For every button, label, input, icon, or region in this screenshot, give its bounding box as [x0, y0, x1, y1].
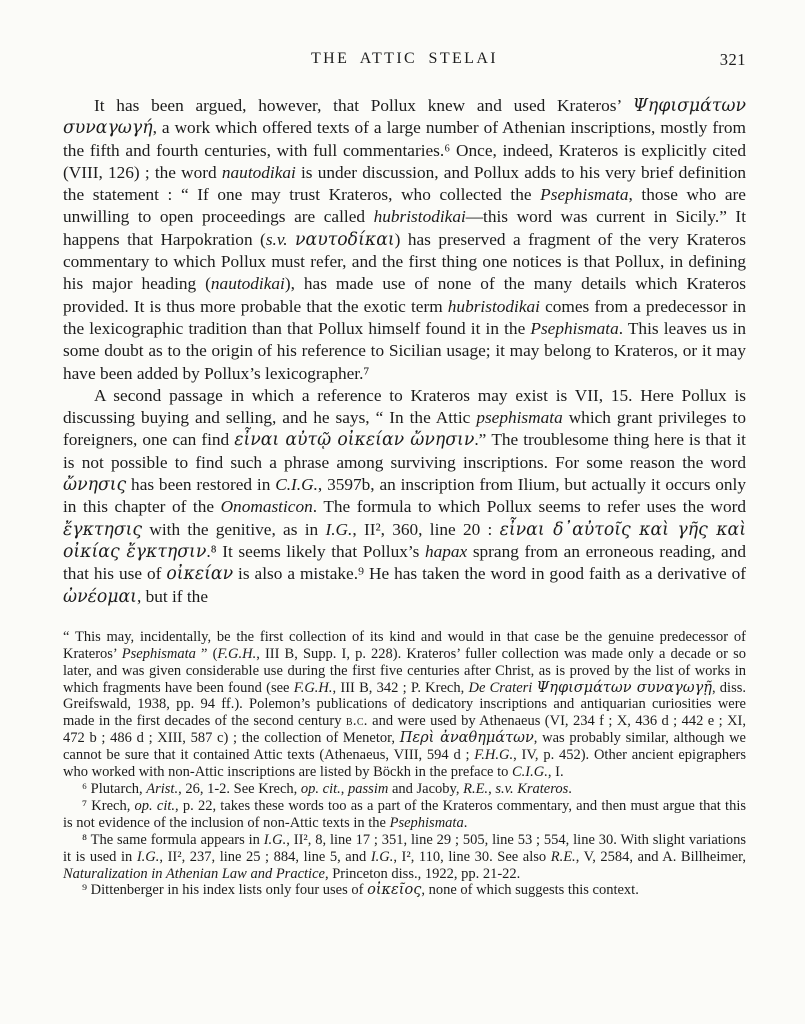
paragraph-2: A second passage in which a reference to Krateros may exist is VII, 15. Here Pollux is discussing buying and selling, and he says, “ In the Attic psephismata which grant privileges to foreigners, one can find εἶναι αὐτῷ οἰκείαν ὤνησιν.” The troublesome thing here is that it is not possible to find such a phrase among surviving inscriptions. For some reason the word ὤνησις has been restored in C.I.G., 3597b, an inscription from Ilium, but actually it occurs only in this chapter of the Onomasticon. The formula to which Pollux seems to refer uses the word ἔγκτησις with the genitive, as in I.G., II², 360, line 20 : εἶναι δ᾽αὐτοῖς καὶ γῆς καὶ οἰκίας ἔγκτησιν.⁸ It seems likely that Pollux’s hapax sprang from an erroneous reading, and that his use of οἰκείαν is also a mistake.⁹ He has taken the word in good faith as a derivative of ὠνέομαι, but if the [63, 385, 746, 607]
paragraph-1: It has been argued, however, that Pollux knew and used Krateros’ Ψηφισμάτων συναγωγή, a work which offered texts of a large number of Athenian inscriptions, mostly from the fifth and fourth centuries, with full commentaries.⁶ Once, indeed, Krateros is explicitly cited (VIII, 126) ; the word nautodikai is under discussion, and Pollux adds to his very brief definition the statement : “ If one may trust Krateros, who collected the Psephismata, those who are unwilling to open proceedings are called hubristodikai—this word was current in Sicily.” It happens that Harpokration (s.v. ναυτοδίκαι) has preserved a fragment of the very Krateros commentary to which Pollux must refer, and the first thing one notices is that Pollux, in defining his major heading (nautodikai), has made use of none of the many details which Krateros provided. It is thus more probable that the exotic term hubristodikai comes from a predecessor in the lexicographic tradition than that Pollux himself found it in the Psephismata. This leaves us in some doubt as to the origin of his reference to Sicilian usage; it may belong to Krateros, or it may have been added by Pollux’s lexicographer.⁷ [63, 96, 747, 383]
footnote-6: ⁶ Plutarch, Arist., 26, 1-2. See Krech, op. cit., passim and Jacoby, R.E., s.v. Krateros. [82, 780, 572, 797]
page-title: THE ATTIC STELAI [310, 50, 499, 67]
page-number: 321 [719, 50, 746, 69]
main-text [63, 95, 746, 608]
page-header [63, 50, 746, 72]
footnote-9: ⁹ Dittenberger in his index lists only four uses of οἰκεῖος, none of which suggests this context. [82, 882, 639, 899]
footnote-8: ⁸ The same formula appears in I.G., II², 8, line 17 ; 351, line 29 ; 505, line 53 ; 554, line 30. With slight variations it is used in I.G., II², 237, line 25 ; 884, line 5, and I.G., I², 110, line 30. See also R.E., V, 2584, and A. Billheimer, Naturalization in Athenian Law and Practice, Princeton diss., 1922, pp. 21-22. [63, 831, 746, 882]
footnote-7: ⁷ Krech, op. cit., p. 22, takes these words too as a part of the Krateros commentary, and then must argue that this is not evidence of the inclusion of non-Attic texts in the Psephismata. [63, 797, 746, 831]
footnote-section [63, 629, 746, 900]
footnote-5-continuation: “ This may, incidentally, be the first collection of its kind and would in that case be the genuine predecessor of Krateros’ Psephismata ” (F.G.H., III B, Supp. I, p. 228). Krateros’ fuller collection was made only a decade or so later, and was given considerable use during the first five centuries after Christ, as is proved by the list of works in which fragments have been found (see F.G.H., III B, 342 ; P. Krech, De Crateri Ψηφισμάτων συναγωγῇ, diss. Greifswald, 1938, pp. 94 ff.). Polemon’s publications of dedicatory inscriptions and antiquarian curiosities were made in the first decades of the second century b.c. and were used by Athenaeus (VI, 234 f ; X, 436 d ; 442 e ; XI, 472 b ; 486 d ; XIII, 587 c) ; the collection of Menetor, Περὶ ἀναθημάτων, was probably similar, although we cannot be sure that it contained Attic texts (Athenaeus, VIII, 594 d ; F.H.G., IV, p. 452). Other ancient epigraphers who worked with non-Attic inscriptions are listed by Böckh in the preface to C.I.G., I. [63, 628, 746, 781]
